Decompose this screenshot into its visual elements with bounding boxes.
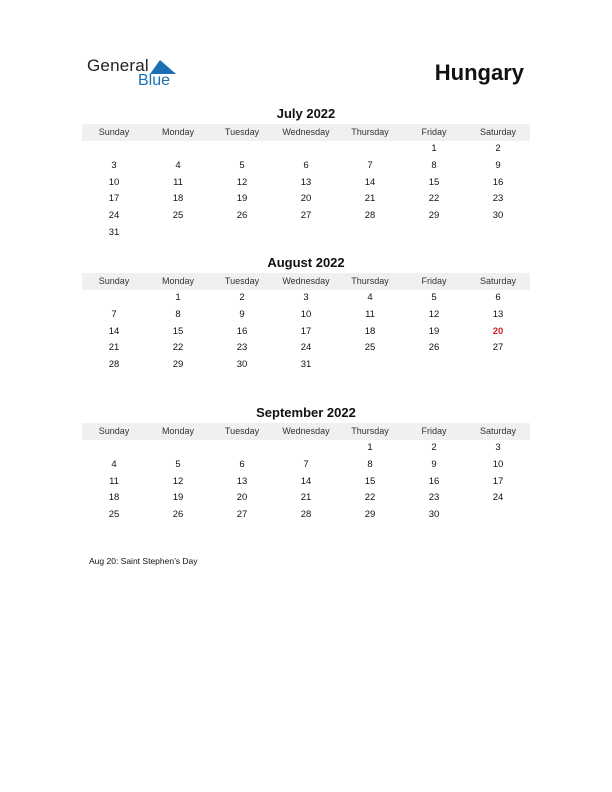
day-cell: 7 [111, 308, 117, 320]
day-cell: 24 [300, 342, 312, 354]
day-cell: 22 [428, 193, 440, 205]
day-cell: 28 [364, 210, 376, 222]
empty-day-cell [274, 225, 338, 242]
weekday-label: Tuesday [224, 127, 260, 137]
day-cell: 25 [108, 509, 120, 521]
weekday-label: Monday [161, 127, 195, 137]
empty-day-cell [466, 225, 530, 242]
day-cell: 16 [492, 176, 504, 188]
day-cell: 29 [172, 359, 184, 371]
day-cell: 1 [175, 292, 181, 303]
day-cell: 30 [236, 359, 248, 371]
day-cell: 23 [428, 492, 440, 504]
day-cell: 21 [300, 492, 312, 504]
month-title: August 2022 [267, 255, 345, 270]
weekday-label: Tuesday [224, 276, 260, 286]
empty-day-cell [274, 141, 338, 158]
country-title: Hungary [434, 60, 524, 85]
day-cell: 18 [108, 492, 120, 504]
day-cell: 25 [364, 342, 376, 354]
day-cell: 5 [175, 458, 181, 470]
day-cell: 5 [431, 292, 437, 303]
day-cell: 31 [108, 226, 120, 238]
day-cell: 17 [492, 475, 504, 487]
day-cell: 9 [431, 458, 437, 470]
logo-blue-text: Blue [138, 72, 171, 89]
day-cell: 27 [236, 509, 248, 521]
weekday-label: Friday [421, 426, 447, 436]
day-cell: 11 [365, 308, 375, 320]
weekday-label: Saturday [479, 276, 517, 286]
weekday-label: Monday [161, 426, 195, 436]
day-cell: 14 [364, 176, 376, 188]
day-cell: 7 [367, 159, 373, 171]
day-cell: 23 [492, 193, 504, 205]
day-cell: 8 [175, 308, 181, 320]
empty-day-cell [466, 507, 530, 524]
day-cell: 16 [236, 325, 248, 337]
day-cell: 4 [175, 159, 181, 171]
day-cell: 6 [239, 458, 245, 470]
empty-day-cell [210, 440, 274, 457]
empty-day-cell [402, 225, 466, 242]
weekday-label: Saturday [479, 127, 517, 137]
day-cell: 1 [431, 143, 437, 154]
day-cell: 6 [495, 292, 501, 303]
day-cell: 29 [364, 509, 376, 521]
holiday-notes: Aug 20: Saint Stephen’s Day [89, 556, 198, 566]
weekday-label: Wednesday [282, 276, 330, 286]
weekday-label: Wednesday [282, 426, 330, 436]
day-cell: 28 [300, 509, 312, 521]
day-cell: 18 [364, 325, 376, 337]
day-cell: 2 [239, 292, 245, 303]
day-cell: 17 [108, 193, 120, 205]
weekday-label: Thursday [351, 127, 389, 137]
day-cell: 14 [108, 325, 120, 337]
day-cell: 18 [172, 193, 184, 205]
day-cell: 8 [431, 159, 437, 171]
day-cell: 21 [364, 193, 376, 205]
weekday-label: Thursday [351, 426, 389, 436]
day-cell: 23 [236, 342, 248, 354]
day-cell: 3 [495, 442, 501, 453]
empty-day-cell [338, 357, 402, 374]
day-cell: 10 [492, 458, 504, 470]
weekday-label: Wednesday [282, 127, 330, 137]
weekday-label: Sunday [98, 276, 130, 286]
day-cell: 16 [428, 475, 440, 487]
empty-day-cell [82, 290, 146, 307]
weekday-header [82, 273, 530, 290]
day-cell: 7 [303, 458, 309, 470]
day-cell: 11 [109, 475, 119, 487]
day-cell: 19 [428, 325, 440, 337]
day-cell: 8 [367, 458, 373, 470]
day-cell: 12 [236, 176, 248, 188]
day-cell: 15 [172, 325, 184, 337]
day-cell: 13 [492, 308, 504, 320]
day-cell: 24 [108, 210, 120, 222]
day-cell: 4 [111, 458, 117, 470]
month-september [82, 405, 530, 524]
day-cell: 26 [172, 509, 184, 521]
weekday-label: Tuesday [224, 426, 260, 436]
day-grid [82, 290, 530, 374]
day-cell: 20 [492, 325, 504, 337]
day-cell: 19 [236, 193, 248, 205]
month-july [82, 106, 530, 242]
weekday-header [82, 423, 530, 440]
day-grid [82, 440, 530, 524]
day-cell: 20 [236, 492, 248, 504]
day-cell: 22 [172, 342, 184, 354]
generalblue-logo [87, 56, 187, 92]
logo-general-text: General [87, 56, 149, 75]
month-august [82, 255, 530, 374]
day-cell: 28 [108, 359, 120, 371]
day-cell: 10 [108, 176, 120, 188]
weekday-label: Friday [421, 276, 447, 286]
empty-day-cell [82, 440, 146, 457]
day-cell: 13 [236, 475, 248, 487]
day-cell: 13 [300, 176, 312, 188]
day-cell: 12 [172, 475, 184, 487]
day-cell: 22 [364, 492, 376, 504]
empty-day-cell [146, 440, 210, 457]
weekday-label: Friday [421, 127, 447, 137]
day-cell: 26 [236, 210, 248, 222]
month-title: July 2022 [276, 106, 336, 121]
weekday-label: Thursday [351, 276, 389, 286]
day-cell: 2 [431, 442, 437, 453]
day-cell: 26 [428, 342, 440, 354]
day-cell: 2 [495, 143, 501, 154]
day-cell: 9 [495, 159, 501, 171]
empty-day-cell [210, 141, 274, 158]
day-cell: 27 [492, 342, 504, 354]
empty-day-cell [402, 357, 466, 374]
empty-day-cell [274, 440, 338, 457]
day-cell: 31 [300, 359, 312, 371]
day-cell: 15 [428, 176, 440, 188]
day-cell: 3 [111, 159, 117, 171]
day-cell: 14 [300, 475, 312, 487]
empty-day-cell [146, 141, 210, 158]
day-cell: 19 [172, 492, 184, 504]
day-cell: 27 [300, 210, 312, 222]
day-cell: 17 [300, 325, 312, 337]
empty-day-cell [338, 225, 402, 242]
day-cell: 1 [367, 442, 373, 453]
weekday-label: Saturday [479, 426, 517, 436]
month-title: September 2022 [256, 405, 356, 420]
day-cell: 5 [239, 159, 245, 171]
day-cell: 25 [172, 210, 184, 222]
empty-day-cell [210, 225, 274, 242]
day-cell: 20 [300, 193, 312, 205]
day-cell: 29 [428, 210, 440, 222]
empty-day-cell [466, 357, 530, 374]
day-cell: 9 [239, 308, 245, 320]
day-cell: 10 [300, 308, 312, 320]
day-cell: 6 [303, 159, 309, 171]
day-cell: 21 [108, 342, 120, 354]
day-cell: 4 [367, 292, 373, 303]
weekday-label: Sunday [98, 426, 130, 436]
empty-day-cell [338, 141, 402, 158]
day-cell: 3 [303, 292, 309, 303]
day-cell: 11 [173, 176, 183, 188]
weekday-label: Monday [161, 276, 195, 286]
day-cell: 24 [492, 492, 504, 504]
day-cell: 15 [364, 475, 376, 487]
weekday-header [82, 124, 530, 141]
day-grid [82, 141, 530, 242]
day-cell: 30 [428, 509, 440, 521]
day-cell: 12 [428, 308, 440, 320]
empty-day-cell [146, 225, 210, 242]
weekday-label: Sunday [98, 127, 130, 137]
day-cell: 30 [492, 210, 504, 222]
empty-day-cell [82, 141, 146, 158]
